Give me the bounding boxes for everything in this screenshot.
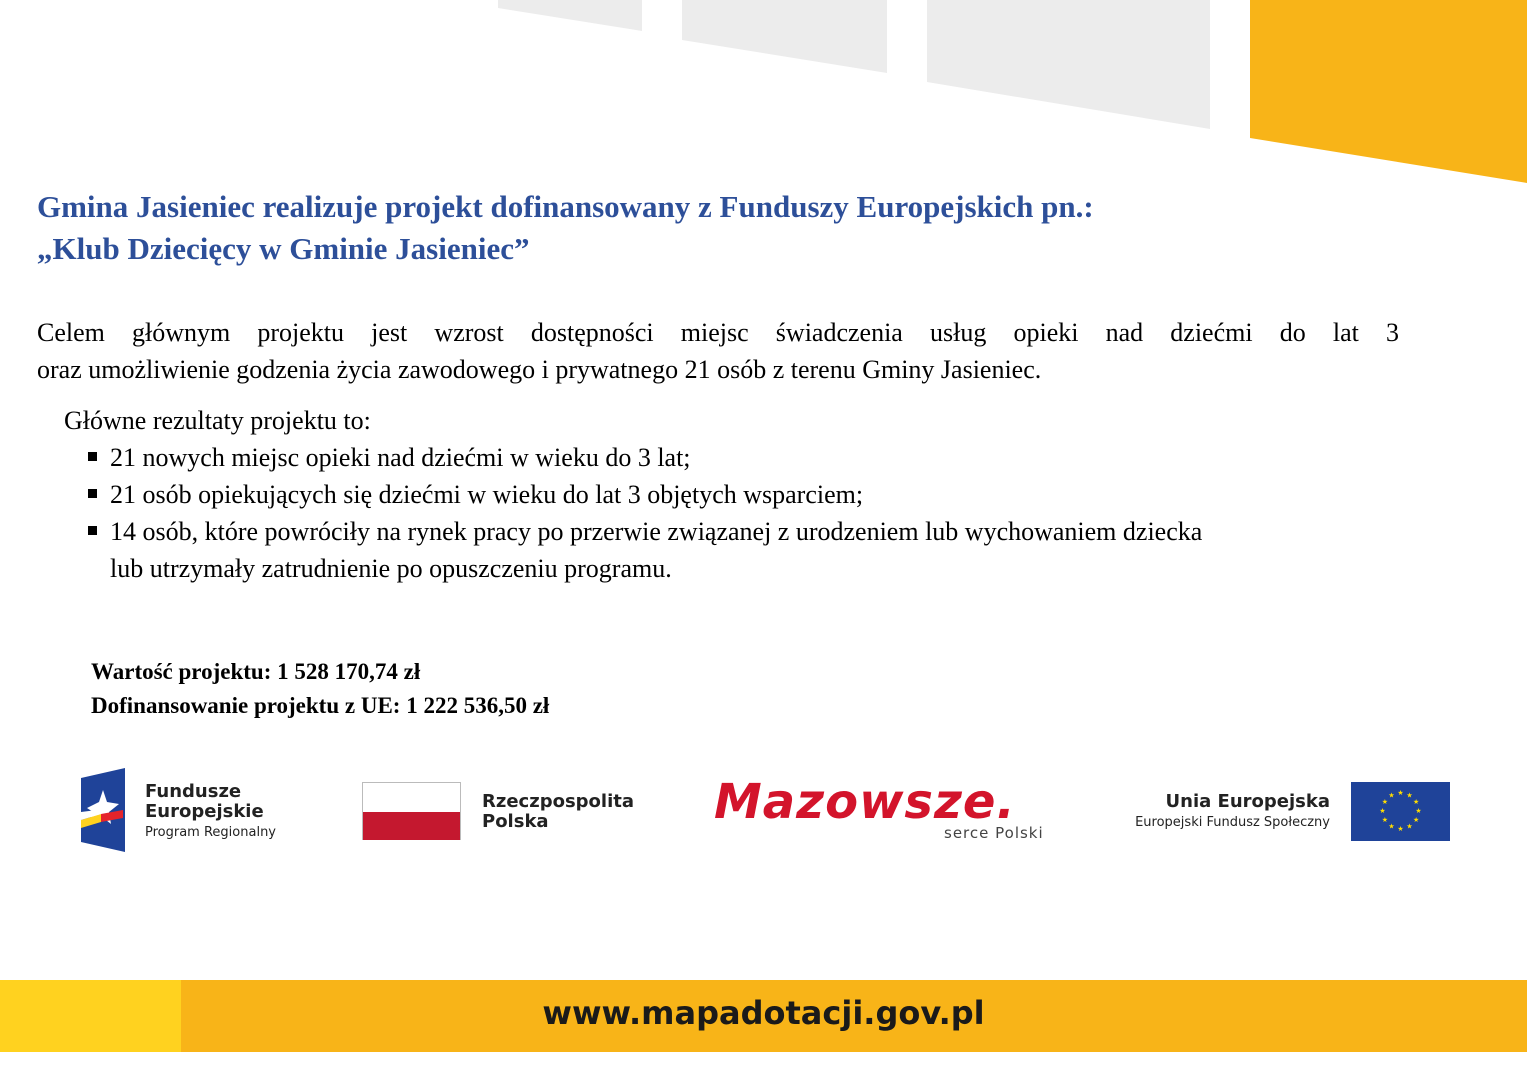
- description-line-2: oraz umożliwienie godzenia życia zawodowego i prywatnego 21 osób z terenu Gminy Jasieniec.: [37, 355, 1042, 384]
- project-value: Wartość projektu: 1 528 170,74 zł: [91, 659, 421, 684]
- footer-bar: [0, 980, 1527, 1052]
- unia-europejska-logo: [1110, 782, 1450, 844]
- project-description: [37, 314, 1399, 388]
- footer-url-link[interactable]: www.mapadotacji.gov.pl: [542, 994, 985, 1032]
- rp-line-1: Rzeczpospolita: [482, 791, 634, 812]
- eu-funding-value: Dofinansowanie projektu z UE: 1 222 536,50 zł: [91, 693, 550, 718]
- results-section: [64, 402, 1364, 587]
- mazowsze-wordmark: Mazowsze.: [714, 774, 1016, 830]
- eu-line-1: Unia Europejska: [1165, 791, 1330, 812]
- svg-text:★: ★: [1379, 807, 1386, 815]
- page-title: [37, 186, 1437, 270]
- eu-line-2: Europejski Fundusz Społeczny: [1135, 815, 1330, 830]
- svg-text:★: ★: [1388, 822, 1395, 831]
- project-values: [91, 655, 549, 723]
- results-list: [64, 439, 1364, 587]
- rzeczpospolita-polska-logo: [362, 782, 662, 844]
- rp-text: [482, 792, 634, 832]
- description-line-1: Celem głównym projektu jest wzrost dostępności miejsc świadczenia usług opieki nad dziećmi do lat 3: [37, 318, 1399, 347]
- deco-shape-accent: [1250, 0, 1527, 183]
- svg-text:★: ★: [1412, 798, 1420, 806]
- mazowsze-tagline: serce Polski: [944, 824, 1044, 842]
- list-item: [88, 476, 1364, 513]
- svg-text:★: ★: [1388, 791, 1395, 800]
- svg-text:★: ★: [1415, 807, 1422, 815]
- fe-line-2: Europejskie: [145, 801, 264, 822]
- deco-shape-3: [927, 0, 1210, 129]
- results-heading: Główne rezultaty projektu to:: [64, 406, 371, 435]
- svg-text:★: ★: [1397, 825, 1404, 833]
- header-decoration: [0, 0, 1527, 190]
- result-text: 21 nowych miejsc opieki nad dziećmi w wieku do 3 lat;: [110, 443, 691, 472]
- result-text: 21 osób opiekujących się dziećmi w wieku do lat 3 objętych wsparciem;: [110, 480, 864, 509]
- mazowsze-logo: [714, 772, 1074, 852]
- deco-shape-1: [498, 0, 642, 31]
- fe-star-icon: [79, 768, 129, 852]
- eu-flag-icon: [1351, 782, 1450, 841]
- fe-text: [145, 782, 276, 844]
- deco-shape-2: [682, 0, 887, 73]
- list-item-continuation: [88, 550, 1364, 587]
- eu-text: [1135, 792, 1330, 834]
- bullet-icon: [88, 452, 97, 461]
- fundusze-europejskie-logo: [79, 768, 339, 852]
- title-line-2: „Klub Dziecięcy w Gminie Jasieniec”: [37, 231, 530, 266]
- svg-text:★: ★: [1397, 789, 1404, 797]
- bullet-icon: [88, 489, 97, 498]
- title-line-1: Gmina Jasieniec realizuje projekt dofinansowany z Funduszy Europejskich pn.:: [37, 189, 1094, 224]
- list-item: [88, 439, 1364, 476]
- svg-text:★: ★: [1406, 822, 1413, 831]
- bullet-icon: [88, 526, 97, 535]
- rp-line-2: Polska: [482, 811, 549, 832]
- poland-flag-icon: [362, 782, 461, 840]
- svg-text:★: ★: [1381, 798, 1389, 806]
- svg-text:★: ★: [1406, 791, 1413, 800]
- svg-text:★: ★: [1412, 816, 1420, 824]
- svg-text:★: ★: [1381, 816, 1389, 824]
- fe-line-1: Fundusze: [145, 781, 242, 802]
- list-item: [88, 513, 1364, 550]
- fe-line-3: Program Regionalny: [145, 825, 276, 840]
- result-text: 14 osób, które powróciły na rynek pracy po przerwie związanej z urodzeniem lub wychowaniem dziecka: [110, 517, 1203, 546]
- result-text: lub utrzymały zatrudnienie po opuszczeniu programu.: [110, 554, 672, 583]
